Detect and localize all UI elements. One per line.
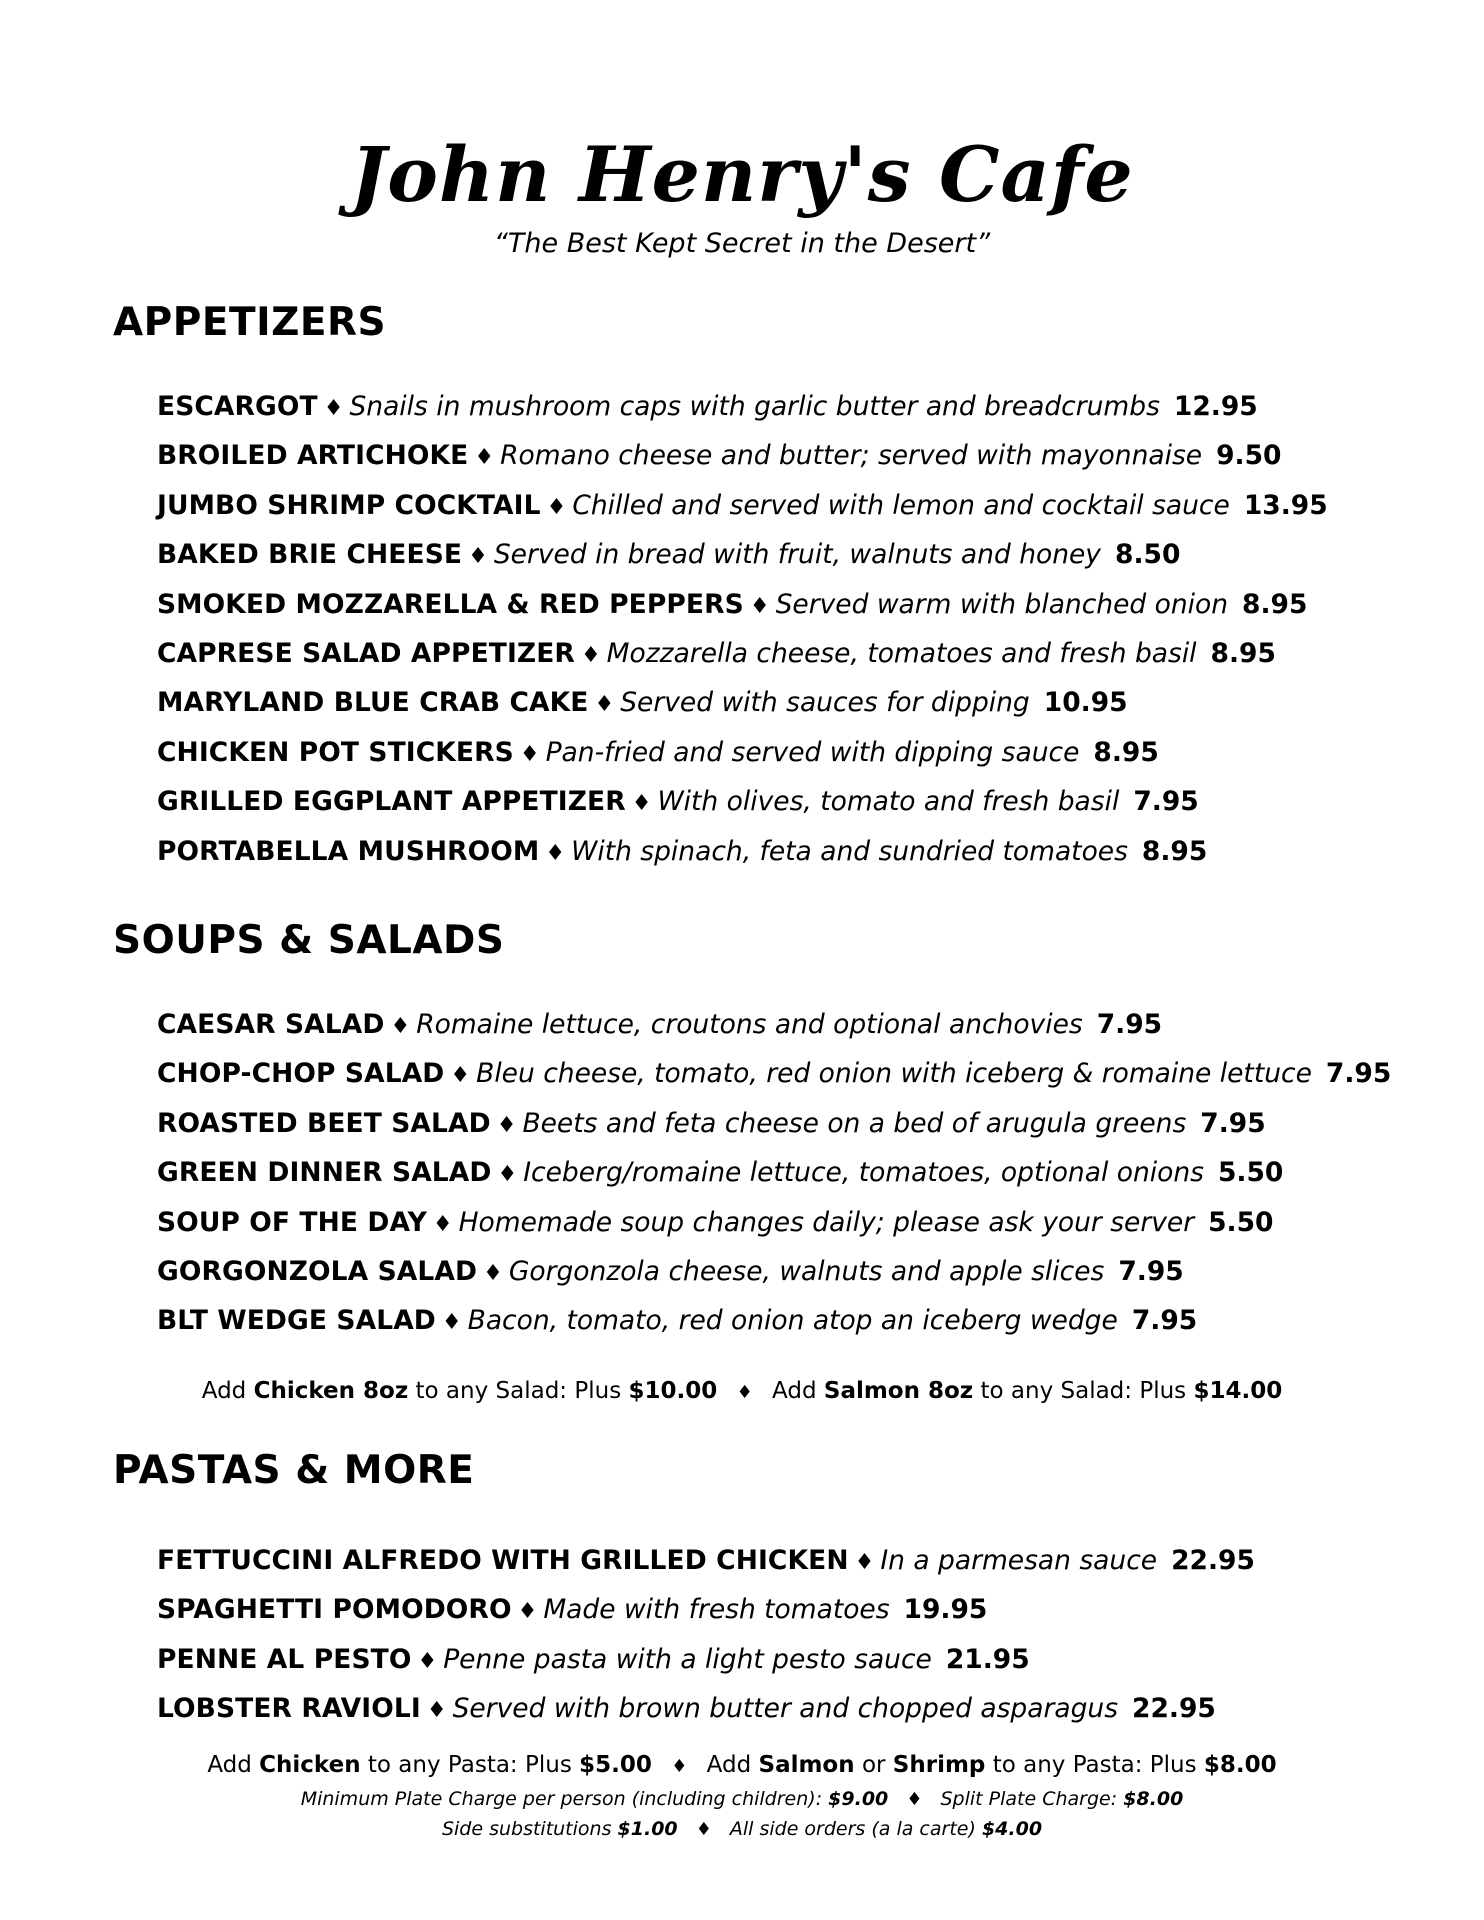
menu-item	[157, 1247, 1464, 1296]
menu-item	[157, 1148, 1464, 1197]
item-price: 5.50	[1217, 1157, 1284, 1189]
footer-price: $1.00	[617, 1818, 678, 1840]
item-name: ROASTED BEET SALAD	[157, 1107, 491, 1139]
addon-text: to any Salad: Plus	[415, 1378, 622, 1404]
footer-price: $4.00	[981, 1818, 1043, 1840]
item-description: Pan-fried and served with dipping sauce	[545, 736, 1080, 768]
footer-text: Split Plate Charge:	[940, 1788, 1118, 1810]
footer-text: Minimum Plate Charge per person (including children):	[300, 1788, 823, 1810]
item-name: GRILLED EGGPLANT APPETIZER	[157, 786, 626, 818]
menu-item	[157, 481, 1464, 530]
item-name: SMOKED MOZZARELLA & RED PEPPERS	[157, 588, 744, 620]
item-description: Served with brown butter and chopped asparagus	[452, 1693, 1119, 1725]
appetizers-list	[157, 382, 1464, 876]
plate-charge-note	[0, 1788, 1484, 1810]
item-name: PENNE AL PESTO	[157, 1643, 412, 1675]
item-description: Romaine lettuce, croutons and optional anchovies	[416, 1009, 1083, 1040]
item-name: CAPRESE SALAD APPETIZER	[157, 637, 575, 669]
menu-item	[157, 1684, 1464, 1733]
diamond-separator: ♦	[854, 1550, 875, 1575]
diamond-separator: ♦	[671, 1756, 688, 1777]
item-description: Homemade soup changes daily; please ask your server	[458, 1206, 1195, 1238]
soups-salads-heading: SOUPS & SALADS	[113, 918, 505, 963]
item-name: SPAGHETTI POMODORO	[157, 1594, 512, 1626]
diamond-separator: ♦	[631, 791, 652, 817]
diamond-separator: ♦	[496, 1112, 517, 1138]
item-name: CHOP-CHOP SALAD	[157, 1058, 445, 1090]
addon-item: Shrimp	[892, 1752, 986, 1778]
addon-item: Chicken	[259, 1752, 361, 1778]
item-price: 12.95	[1173, 391, 1258, 422]
menu-item	[157, 382, 1464, 431]
item-name: FETTUCCINI ALFREDO WITH GRILLED CHICKEN	[157, 1545, 849, 1576]
menu-item	[157, 1198, 1464, 1247]
addon-text: or	[861, 1752, 886, 1778]
item-description: Romano cheese and butter; served with mayonnaise	[500, 440, 1203, 472]
menu-item	[157, 1585, 1464, 1634]
cafe-tagline: “The Best Kept Secret in the Desert”	[493, 228, 991, 259]
menu-item	[157, 1099, 1464, 1148]
item-name: CAESAR SALAD	[157, 1009, 385, 1040]
item-description: Mozzarella cheese, tomatoes and fresh basil	[606, 637, 1197, 669]
item-name: BAKED BRIE CHEESE	[157, 539, 463, 571]
item-description: Bleu cheese, tomato, red onion with iceberg & romaine lettuce	[476, 1058, 1312, 1090]
item-name: ESCARGOT	[157, 391, 318, 422]
item-price: 13.95	[1243, 489, 1328, 521]
addon-price: $10.00	[628, 1378, 718, 1404]
addon-item: Salmon 8oz	[823, 1378, 974, 1404]
item-price: 7.95	[1325, 1058, 1392, 1090]
item-description: Served warm with blanched onion	[775, 588, 1229, 620]
pasta-addon-note	[0, 1752, 1484, 1778]
diamond-separator: ♦	[483, 1260, 503, 1286]
addon-price: $5.00	[579, 1752, 652, 1778]
item-description: With olives, tomato and fresh basil	[657, 786, 1120, 818]
diamond-separator: ♦	[546, 494, 567, 520]
diamond-separator: ♦	[426, 1698, 447, 1724]
item-price: 7.95	[1096, 1009, 1163, 1040]
side-orders-note	[0, 1818, 1484, 1840]
item-description: Beets and feta cheese on a bed of arugula greens	[522, 1107, 1187, 1139]
diamond-separator: ♦	[390, 1014, 411, 1039]
footer-price: $9.00	[828, 1788, 889, 1810]
footer-price: $8.00	[1123, 1788, 1184, 1810]
item-name: BROILED ARTICHOKE	[157, 440, 469, 472]
item-price: 22.95	[1132, 1693, 1216, 1725]
addon-price: $8.00	[1203, 1752, 1277, 1778]
item-price: 22.95	[1171, 1545, 1255, 1576]
item-name: CHICKEN POT STICKERS	[157, 736, 514, 768]
diamond-separator: ♦	[594, 692, 615, 718]
item-description: Iceberg/romaine lettuce, tomatoes, optional onions	[523, 1157, 1204, 1189]
item-price: 7.95	[1133, 786, 1199, 818]
addon-text: Add	[207, 1752, 252, 1778]
diamond-separator: ♦	[580, 642, 601, 668]
diamond-separator: ♦	[517, 1599, 538, 1625]
diamond-separator: ♦	[450, 1063, 471, 1089]
diamond-separator: ♦	[695, 1819, 712, 1840]
menu-item	[157, 1049, 1464, 1098]
footer-text: Side substitutions	[441, 1818, 612, 1840]
menu-item	[157, 1536, 1464, 1585]
soups-salads-list	[157, 1000, 1464, 1346]
item-name: LOBSTER RAVIOLI	[157, 1693, 421, 1725]
menu-item	[157, 629, 1464, 678]
diamond-separator: ♦	[545, 840, 566, 866]
item-description: Chilled and served with lemon and cocktail sauce	[572, 489, 1230, 521]
item-price: 10.95	[1043, 687, 1128, 719]
item-name: PORTABELLA MUSHROOM	[157, 835, 540, 867]
addon-text: Add	[201, 1378, 247, 1404]
menu-item	[157, 431, 1464, 480]
item-price: 9.50	[1216, 440, 1282, 472]
item-name: GORGONZOLA SALAD	[157, 1255, 478, 1287]
diamond-separator: ♦	[736, 1382, 753, 1403]
item-price: 5.50	[1208, 1206, 1274, 1238]
diamond-separator: ♦	[323, 396, 344, 421]
item-name: MARYLAND BLUE CRAB CAKE	[157, 687, 589, 719]
diamond-separator: ♦	[519, 741, 540, 767]
addon-text: to any Pasta: Plus	[992, 1752, 1197, 1778]
item-price: 8.95	[1242, 588, 1308, 620]
cafe-title: John Henry's Cafe	[350, 130, 1134, 219]
item-name: BLT WEDGE SALAD	[157, 1305, 436, 1337]
menu-item	[157, 1635, 1464, 1684]
pastas-heading: PASTAS & MORE	[113, 1448, 475, 1493]
menu-item	[157, 1296, 1464, 1345]
menu-item	[157, 1000, 1464, 1049]
item-price: 7.95	[1200, 1107, 1266, 1139]
item-name: SOUP OF THE DAY	[157, 1206, 427, 1238]
item-description: Served with sauces for dipping	[620, 687, 1030, 719]
diamond-separator: ♦	[441, 1310, 462, 1336]
menu-item	[157, 530, 1464, 579]
appetizers-heading: APPETIZERS	[113, 300, 387, 345]
item-description: Made with fresh tomatoes	[543, 1594, 890, 1626]
addon-price: $14.00	[1193, 1378, 1283, 1404]
menu-item	[157, 580, 1464, 629]
addon-item: Salmon	[758, 1752, 855, 1778]
item-name: JUMBO SHRIMP COCKTAIL	[157, 489, 541, 521]
addon-text: to any Pasta: Plus	[367, 1752, 572, 1778]
item-price: 8.95	[1141, 835, 1208, 867]
item-price: 7.95	[1131, 1305, 1198, 1337]
footer-text: All side orders (a la carte)	[729, 1818, 976, 1840]
item-price: 8.95	[1210, 637, 1276, 669]
diamond-separator: ♦	[474, 445, 495, 471]
addon-text: to any Salad: Plus	[980, 1378, 1187, 1404]
item-description: Gorgonzola cheese, walnuts and apple slices	[508, 1255, 1105, 1287]
diamond-separator: ♦	[749, 593, 770, 619]
diamond-separator: ♦	[417, 1648, 438, 1674]
item-description: Penne pasta with a light pesto sauce	[443, 1643, 932, 1675]
item-price: 21.95	[945, 1643, 1030, 1675]
diamond-separator: ♦	[468, 544, 488, 570]
item-description: Served in bread with fruit, walnuts and honey	[493, 539, 1101, 571]
menu-item	[157, 678, 1464, 727]
item-description: Bacon, tomato, red onion atop an iceberg wedge	[467, 1305, 1118, 1337]
diamond-separator: ♦	[432, 1211, 453, 1237]
item-name: GREEN DINNER SALAD	[157, 1157, 492, 1189]
item-price: 7.95	[1118, 1255, 1184, 1287]
pastas-list	[157, 1536, 1464, 1734]
diamond-separator: ♦	[497, 1162, 518, 1188]
item-description: Snails in mushroom caps with garlic butter and breadcrumbs	[349, 391, 1160, 422]
item-description: In a parmesan sauce	[880, 1545, 1158, 1576]
diamond-separator: ♦	[906, 1789, 923, 1810]
menu-item	[157, 827, 1464, 876]
menu-item	[157, 728, 1464, 777]
item-description: With spinach, feta and sundried tomatoes	[571, 835, 1128, 867]
addon-item: Chicken 8oz	[253, 1378, 409, 1404]
salad-addon-note	[0, 1378, 1484, 1404]
item-price: 8.50	[1115, 539, 1181, 571]
menu-item	[157, 777, 1464, 826]
item-price: 8.95	[1093, 736, 1159, 768]
item-price: 19.95	[903, 1594, 988, 1626]
addon-text: Add	[772, 1378, 817, 1404]
addon-text: Add	[706, 1752, 752, 1778]
